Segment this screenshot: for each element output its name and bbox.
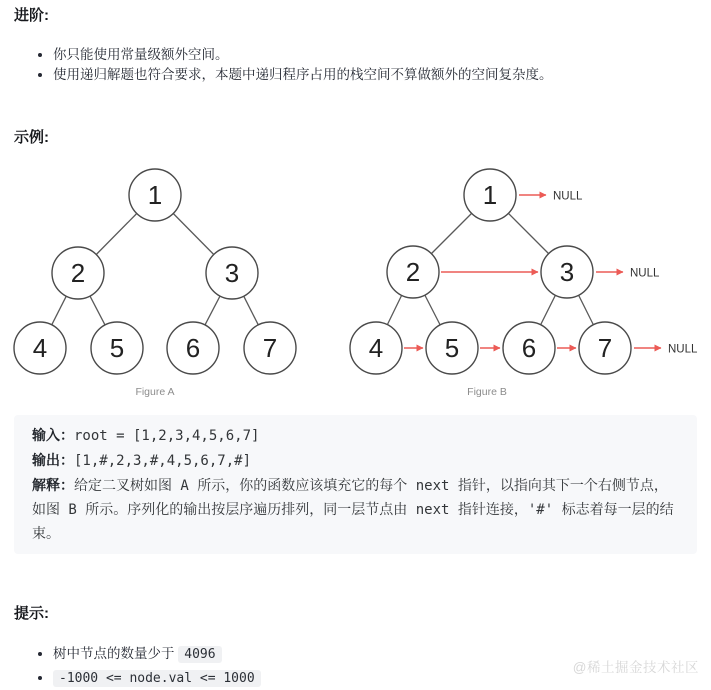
tree-edge — [425, 295, 440, 325]
example-explain-line — [32, 473, 679, 546]
tree-node-value: 3 — [224, 258, 240, 288]
tree-node-value: 6 — [521, 333, 537, 363]
tree-edge — [244, 296, 258, 325]
example-io-block — [14, 415, 697, 554]
tree-node-value: 2 — [405, 257, 421, 287]
tree-edge — [173, 214, 213, 255]
tree-node-value: 1 — [147, 180, 163, 210]
explain-value: 给定二叉树如图 A 所示，你的函数应该填充它的每个 next 指针，以指向其下一个右侧节点，如图 B 所示。序列化的输出按层序遍历排列，同一层节点由 next 指针连接，'#' 标志着每一层的结束。 — [32, 478, 674, 542]
tree-node-value: 7 — [597, 333, 613, 363]
tree-figures — [0, 155, 711, 405]
advanced-item: • 你只能使用常量级额外空间。 — [53, 45, 697, 65]
hint-code: -1000 <= node.val <= 1000 — [53, 670, 261, 687]
tree-node-value: 4 — [368, 333, 384, 363]
explain-label: 解释： — [32, 477, 74, 493]
hint-text: 树中节点的数量少于 — [53, 646, 175, 661]
tree-edge — [508, 213, 548, 253]
tree-edge — [90, 296, 105, 325]
tree-node-value: 1 — [482, 180, 498, 210]
watermark: @稀土掘金技术社区 — [572, 660, 699, 675]
input-label: 输入： — [32, 427, 74, 443]
tree-node-value: 4 — [32, 333, 48, 363]
output-value: [1,#,2,3,#,4,5,6,7,#] — [74, 453, 252, 469]
null-label: NULL — [668, 343, 698, 356]
tree-edge — [205, 296, 220, 325]
binary-tree-diagram — [0, 155, 711, 405]
example-heading: 示例: — [14, 129, 49, 146]
example-input-line — [32, 423, 679, 448]
tree-node-value: 5 — [444, 333, 460, 363]
hint-code: 4096 — [178, 646, 221, 663]
figure-a — [14, 169, 296, 398]
null-label: NULL — [630, 267, 660, 280]
figure-b — [350, 169, 698, 398]
advanced-item: • 使用递归解题也符合要求，本题中递归程序占用的栈空间不算做额外的空间复杂度。 — [53, 65, 697, 85]
input-value: root = [1,2,3,4,5,6,7] — [74, 428, 260, 444]
tree-edge — [541, 295, 556, 324]
example-output-line — [32, 448, 679, 473]
output-label: 输出： — [32, 452, 74, 468]
advanced-heading: 进阶: — [14, 7, 49, 24]
hints-heading: 提示: — [14, 605, 49, 622]
tree-edge — [387, 295, 401, 324]
tree-node-value: 5 — [109, 333, 125, 363]
null-label: NULL — [553, 190, 583, 203]
tree-node-value: 3 — [559, 257, 575, 287]
tree-node-value: 7 — [262, 333, 278, 363]
figure-caption: Figure A — [135, 386, 175, 398]
figure-caption: Figure B — [467, 386, 507, 398]
tree-node-value: 2 — [70, 258, 86, 288]
advanced-list — [14, 45, 697, 85]
tree-edge — [579, 295, 594, 324]
tree-edge — [96, 214, 136, 255]
tree-edge — [431, 213, 471, 253]
tree-node-value: 6 — [185, 333, 201, 363]
tree-edge — [52, 296, 66, 325]
